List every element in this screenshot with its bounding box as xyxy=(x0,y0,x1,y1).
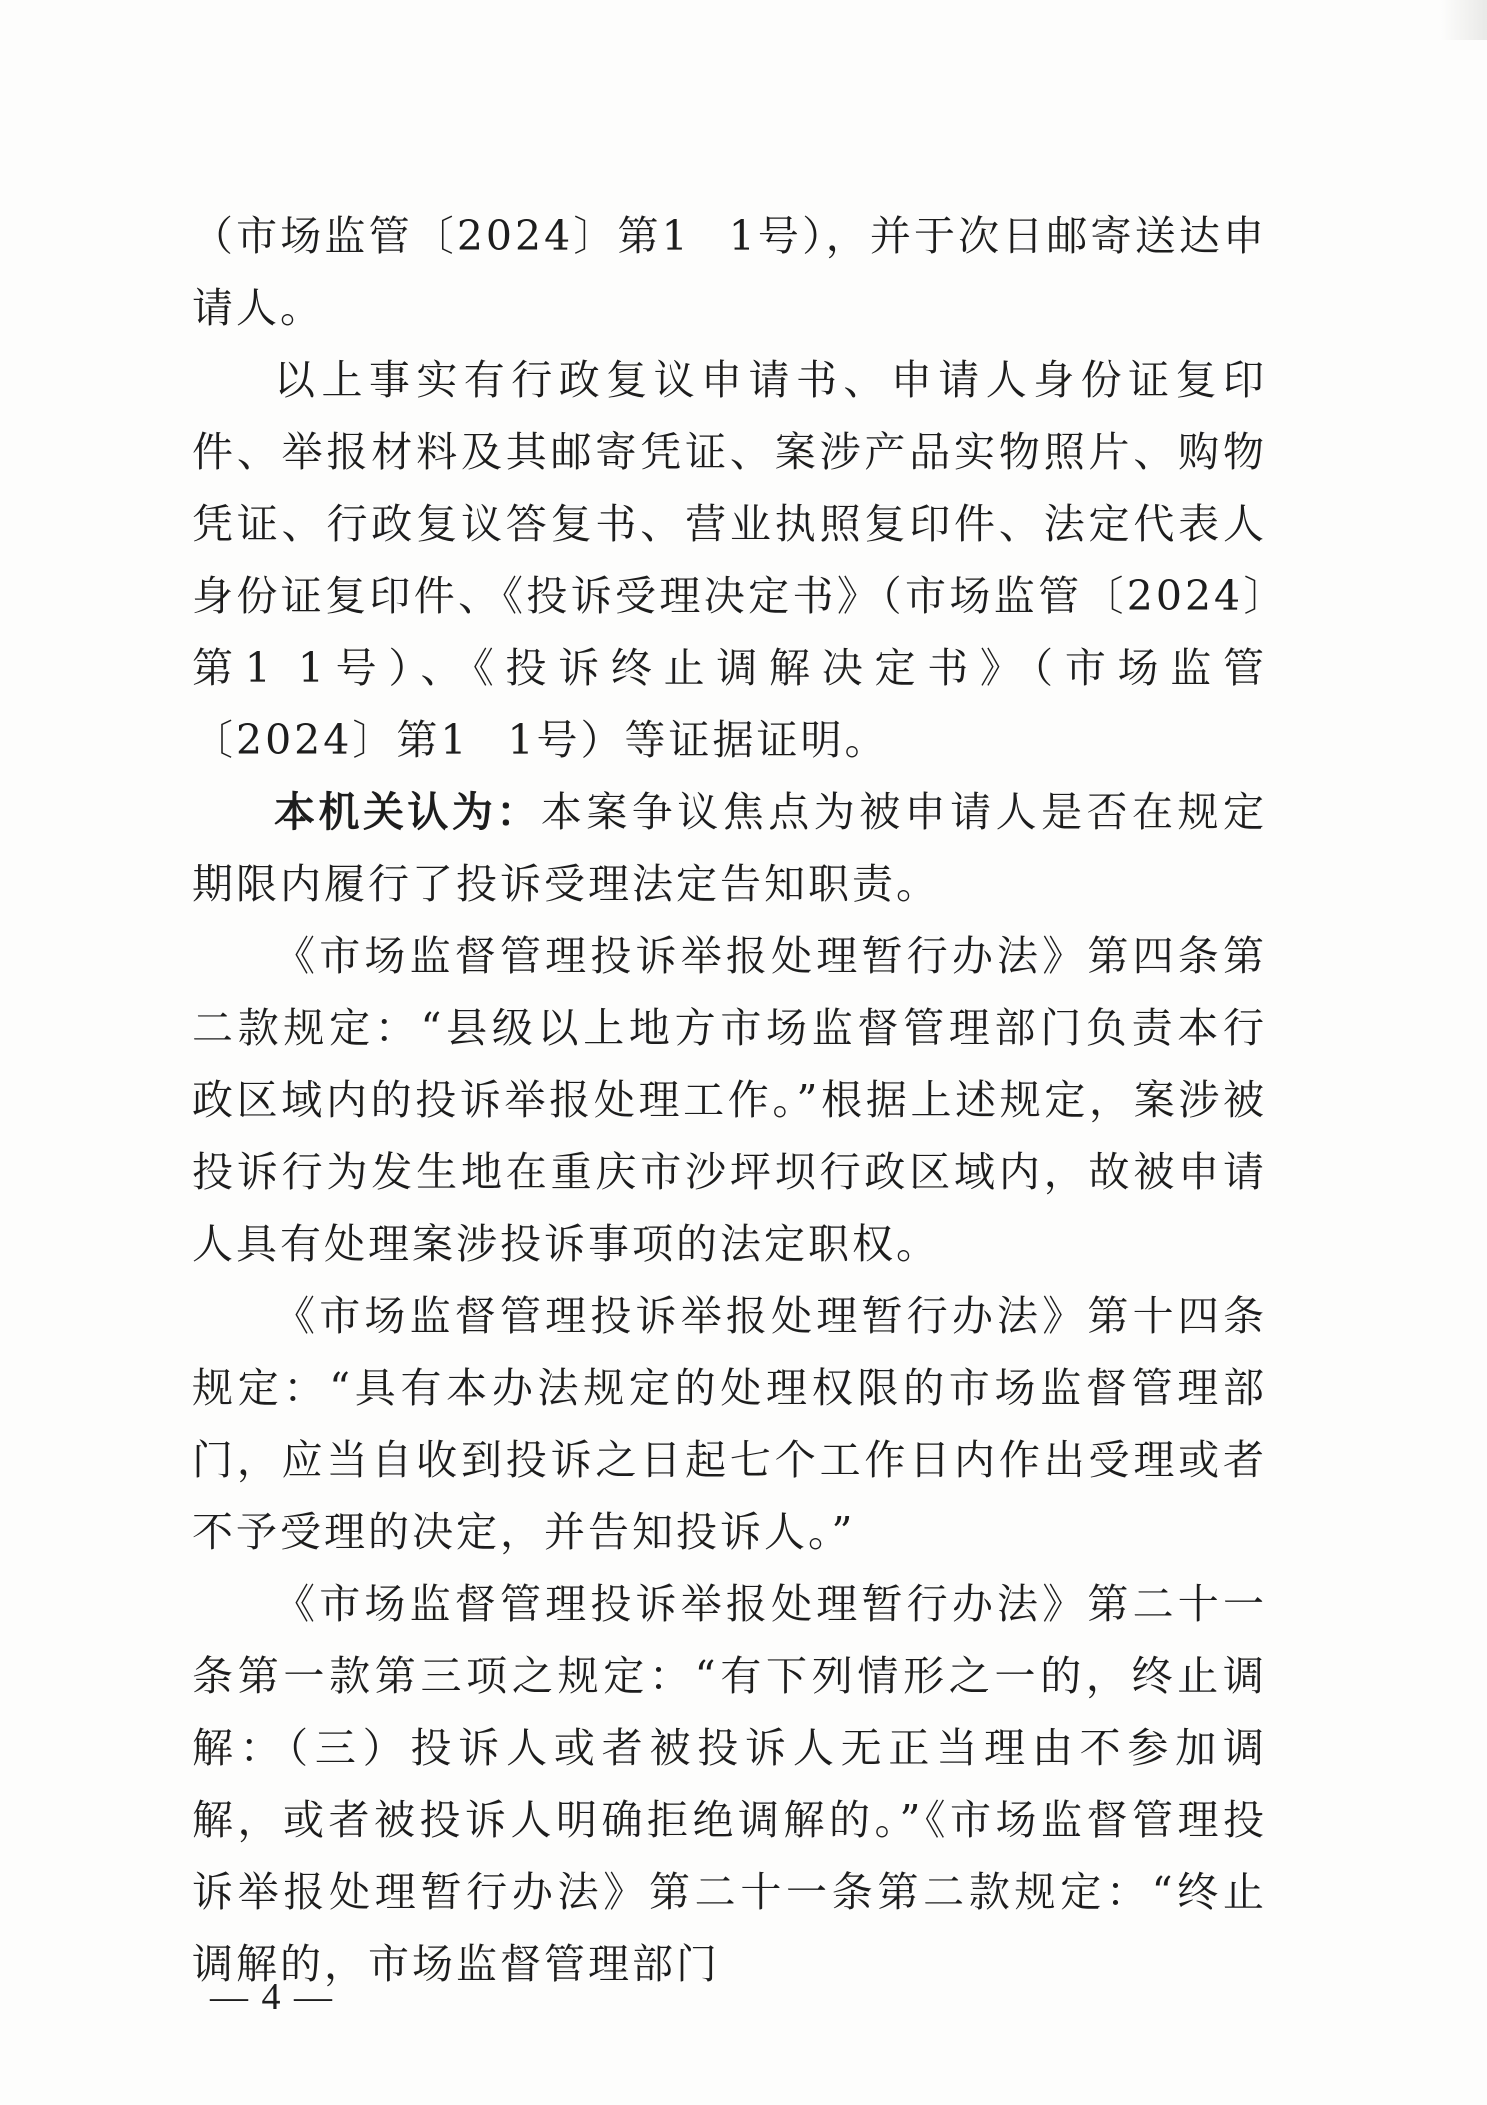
paragraph-4: 《市场监督管理投诉举报处理暂行办法》第四条第二款规定：“县级以上地方市场监督管理部门负责本行政区域内的投诉举报处理工作。”根据上述规定，案涉被投诉行为发生地在重庆市沙坪坝行政区域内，故被申请人具有处理案涉投诉事项的法定职权。 xyxy=(192,932,1267,1268)
paragraph-1-part-a: （市场监管〔2024〕第1 xyxy=(192,212,691,260)
paragraph-2-part-c: 1号）等证据证明。 xyxy=(507,716,889,764)
paragraph-3 xyxy=(192,776,1267,920)
scan-edge-shadow xyxy=(1441,0,1487,40)
paragraph-5: 《市场监督管理投诉举报处理暂行办法》第十四条规定：“具有本办法规定的处理权限的市场监督管理部门，应当自收到投诉之日起七个工作日内作出受理或者不予受理的决定，并告知投诉人。” xyxy=(192,1292,1267,1556)
paragraph-1 xyxy=(192,200,1267,344)
paragraph-6: 《市场监督管理投诉举报处理暂行办法》第二十一条第一款第三项之规定：“有下列情形之一的，终止调解：（三）投诉人或者被投诉人无正当理由不参加调解，或者被投诉人明确拒绝调解的。”《市场监督管理投诉举报处理暂行办法》第二十一条第二款规定：“终止调解的，市场监督管理部门 xyxy=(192,1580,1267,1988)
paragraph-1-part-b: 1号），并于次日邮寄送达申请人。 xyxy=(192,212,1267,332)
paragraph-2-part-b: 1号）、《投诉终止调解决定书》（市场监管〔2024〕第1 xyxy=(192,644,1267,764)
paragraph-2 xyxy=(192,344,1267,776)
paragraph-2-part-a: 以上事实有行政复议申请书、申请人身份证复印件、举报材料及其邮寄凭证、案涉产品实物照片、购物凭证、行政复议答复书、营业执照复印件、法定代表人身份证复印件、《投诉受理决定书》（市场监管〔2024〕第1 xyxy=(192,356,1267,692)
document-body xyxy=(192,200,1267,2000)
paragraph-3-lead: 本机关认为： xyxy=(274,788,541,836)
page-number: — 4 — xyxy=(210,1976,334,2018)
paragraph-3-text: 本案争议焦点为被申请人是否在规定期限内履行了投诉受理法定告知职责。 xyxy=(192,788,1268,908)
